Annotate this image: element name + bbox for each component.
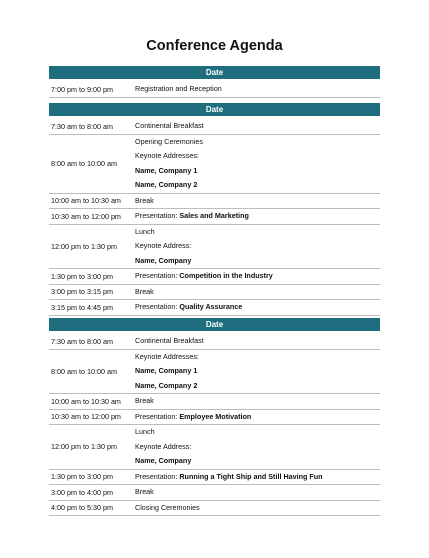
- line-text: Name, Company 2: [135, 380, 198, 390]
- session-description: [135, 425, 380, 469]
- line-text: Keynote Address:: [135, 241, 192, 250]
- description-line: [135, 285, 380, 300]
- description-line: [135, 425, 380, 440]
- schedule-row: [49, 82, 380, 98]
- description-line: [135, 119, 380, 134]
- session-description: [135, 410, 380, 425]
- line-text: Break: [135, 286, 154, 296]
- line-text: Name, Company: [135, 456, 192, 465]
- line-text: Name, Company 1: [135, 366, 198, 375]
- schedule-row: [49, 470, 380, 486]
- schedule-row: [49, 485, 380, 501]
- description-line: [135, 394, 380, 409]
- description-line: [135, 364, 380, 379]
- session-description: [135, 285, 380, 300]
- schedule-row: [49, 209, 380, 225]
- schedule-row: [49, 135, 380, 194]
- description-line: [135, 334, 380, 349]
- description-line: [135, 239, 380, 254]
- time-range: 8:00 am to 10:00 am: [51, 159, 117, 168]
- line-text: Keynote Addresses:: [135, 151, 199, 160]
- schedule-row: [49, 394, 380, 410]
- line-text: Keynote Addresses:: [135, 351, 199, 361]
- session-description: [135, 334, 380, 349]
- session-description: [135, 485, 380, 500]
- time-range: 3:00 pm to 4:00 pm: [51, 487, 113, 497]
- day-section-2: [49, 103, 380, 331]
- session-description: [135, 269, 380, 284]
- line-text: Presentation:: [135, 471, 180, 481]
- line-text: Continental Breakfast: [135, 336, 204, 345]
- session-title: Sales and Marketing: [179, 211, 249, 220]
- description-line: [135, 485, 380, 500]
- time-range: 8:00 am to 10:00 am: [51, 366, 117, 376]
- time-range: 3:00 pm to 3:15 pm: [51, 287, 113, 297]
- session-description: [135, 119, 380, 134]
- line-text: Lunch: [135, 427, 155, 436]
- day-section-3: [49, 318, 380, 516]
- session-description: [135, 350, 380, 394]
- description-line: [135, 501, 380, 516]
- time-range: 1:30 pm to 3:00 pm: [51, 472, 113, 482]
- page-title: Conference Agenda: [146, 38, 283, 54]
- line-text: Presentation:: [135, 211, 180, 220]
- time-range: 10:30 am to 12:00 pm: [51, 211, 121, 221]
- time-range: 10:00 am to 10:30 am: [51, 396, 121, 406]
- schedule-row: [49, 350, 380, 395]
- line-text: Continental Breakfast: [135, 121, 204, 130]
- schedule-row: [49, 269, 380, 285]
- session-title: Quality Assurance: [179, 302, 243, 311]
- schedule-row: [49, 194, 380, 210]
- schedule-row: [49, 119, 380, 135]
- description-line: [135, 454, 380, 469]
- line-text: Closing Ceremonies: [135, 502, 200, 512]
- day-header: Date: [49, 318, 380, 331]
- time-range: 3:15 pm to 4:45 pm: [51, 302, 113, 312]
- schedule-rows: [49, 82, 380, 98]
- time-range: 1:30 pm to 3:00 pm: [51, 271, 113, 281]
- session-description: [135, 394, 380, 409]
- line-text: Break: [135, 195, 154, 205]
- day-header: Date: [49, 66, 380, 79]
- schedule-rows: [49, 119, 380, 331]
- line-text: Break: [135, 487, 154, 496]
- line-text: Presentation:: [135, 271, 180, 280]
- time-range: 7:30 am to 8:00 am: [51, 121, 113, 131]
- description-line: [135, 379, 380, 394]
- line-text: Opening Ceremonies: [135, 136, 203, 146]
- schedule-row: [49, 501, 380, 517]
- description-line: [135, 178, 380, 193]
- session-description: [135, 82, 380, 97]
- description-line: [135, 82, 380, 97]
- schedule-rows: [49, 334, 380, 516]
- line-text: Presentation:: [135, 411, 180, 421]
- line-text: Keynote Address:: [135, 441, 192, 451]
- time-range: 7:00 pm to 9:00 pm: [51, 84, 113, 94]
- time-range: 10:30 am to 12:00 pm: [51, 412, 121, 422]
- description-line: [135, 225, 380, 240]
- session-description: [135, 225, 380, 269]
- line-text: Break: [135, 396, 154, 405]
- session-title: Employee Motivation: [179, 411, 252, 421]
- schedule-row: [49, 300, 380, 316]
- session-title: Running a Tight Ship and Still Having Fun: [179, 471, 323, 481]
- description-line: [135, 149, 380, 164]
- schedule-row: [49, 334, 380, 350]
- schedule-row: [49, 410, 380, 426]
- schedule-row: [49, 425, 380, 470]
- description-line: [135, 350, 380, 365]
- time-range: 4:00 pm to 5:30 pm: [51, 503, 113, 513]
- line-text: Presentation:: [135, 302, 180, 311]
- time-range: 12:00 pm to 1:30 pm: [51, 241, 117, 251]
- line-text: Lunch: [135, 226, 155, 236]
- session-title: Competition in the Industry: [179, 271, 273, 280]
- session-description: [135, 501, 380, 516]
- time-range: 7:30 am to 8:00 am: [51, 336, 113, 346]
- line-text: Registration and Reception: [135, 84, 222, 93]
- day-section-1: [49, 66, 380, 98]
- line-text: Name, Company: [135, 255, 192, 265]
- line-text: Name, Company 1: [135, 165, 198, 175]
- description-line: [135, 300, 380, 315]
- session-description: [135, 194, 380, 209]
- description-line: [135, 269, 380, 284]
- schedule-row: [49, 225, 380, 270]
- description-line: [135, 209, 380, 224]
- line-text: Name, Company 2: [135, 180, 198, 189]
- time-range: 12:00 pm to 1:30 pm: [51, 442, 117, 452]
- session-description: [135, 209, 380, 224]
- session-description: [135, 300, 380, 315]
- description-line: [135, 135, 380, 150]
- description-line: [135, 164, 380, 179]
- day-header: Date: [49, 103, 380, 116]
- description-line: [135, 470, 380, 485]
- description-line: [135, 410, 380, 425]
- schedule-row: [49, 285, 380, 301]
- time-range: 10:00 am to 10:30 am: [51, 196, 121, 206]
- description-line: [135, 440, 380, 455]
- description-line: [135, 194, 380, 209]
- description-line: [135, 254, 380, 269]
- session-description: [135, 470, 380, 485]
- session-description: [135, 135, 380, 193]
